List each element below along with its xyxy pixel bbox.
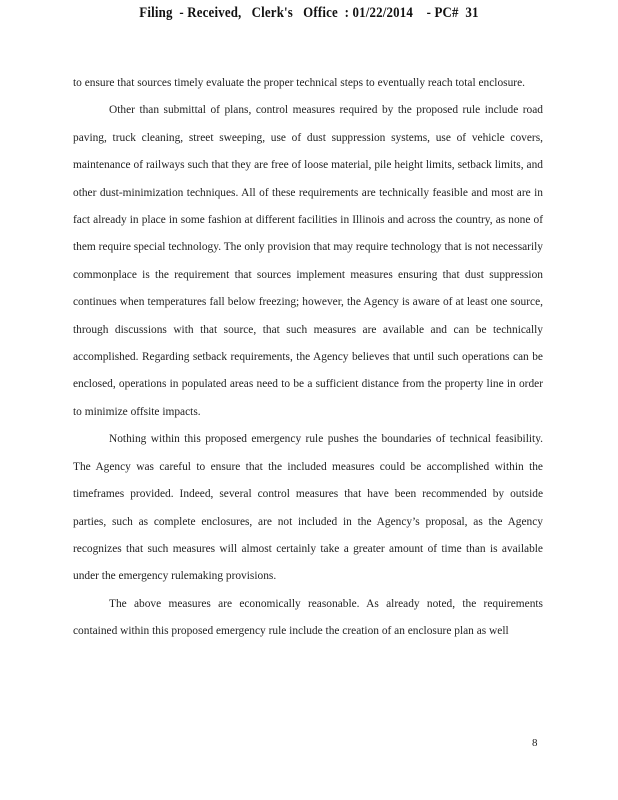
page-number: 8 bbox=[532, 737, 538, 749]
paragraph-continuation: to ensure that sources timely evaluate the proper technical steps to eventually reach total enclosure. bbox=[73, 77, 525, 89]
filing-stamp-header: Filing - Received, Clerk's Office : 01/22/2014 - PC# 31 bbox=[139, 5, 479, 21]
paragraph-control-measures: Other than submittal of plans, control measures required by the proposed rule include road paving, truck cleaning, street sweeping, use of dust suppression systems, use of vehicle covers, maintenance of railways such that they are free of loose material, pile height limits, setback limits, and other dust-minimization techniques. All of these requirements are technically feasible and most are in fact already in place in some fashion at different facilities in Illinois and across the country, as none of them require special technology. The only provision that may require technology that is not necessarily commonplace is the requirement that sources implement measures ensuring that dust suppression continues when temperatures fall below freezing; however, the Agency is aware of at least one source, through discussions with that source, that such measures are available and can be technically accomplished. Regarding setback requirements, the Agency believes that until such operations can be enclosed, operations in populated areas need to be a sufficient distance from the property line in order to minimize offsite impacts. bbox=[73, 104, 543, 418]
paragraph-economic-reasonableness: The above measures are economically reasonable. As already noted, the requirements contained within this proposed emergency rule include the creation of an enclosure plan as well bbox=[73, 597, 543, 638]
document-body bbox=[73, 70, 543, 646]
paragraph-technical-feasibility: Nothing within this proposed emergency rule pushes the boundaries of technical feasibility. The Agency was careful to ensure that the included measures could be accomplished within the timeframes provided. Indeed, several control measures that have been recommended by outside parties, such as complete enclosures, are not included in the Agency’s proposal, as the Agency recognizes that such measures will almost certainly take a greater amount of time than is available under the emergency rulemaking provisions. bbox=[73, 433, 543, 583]
